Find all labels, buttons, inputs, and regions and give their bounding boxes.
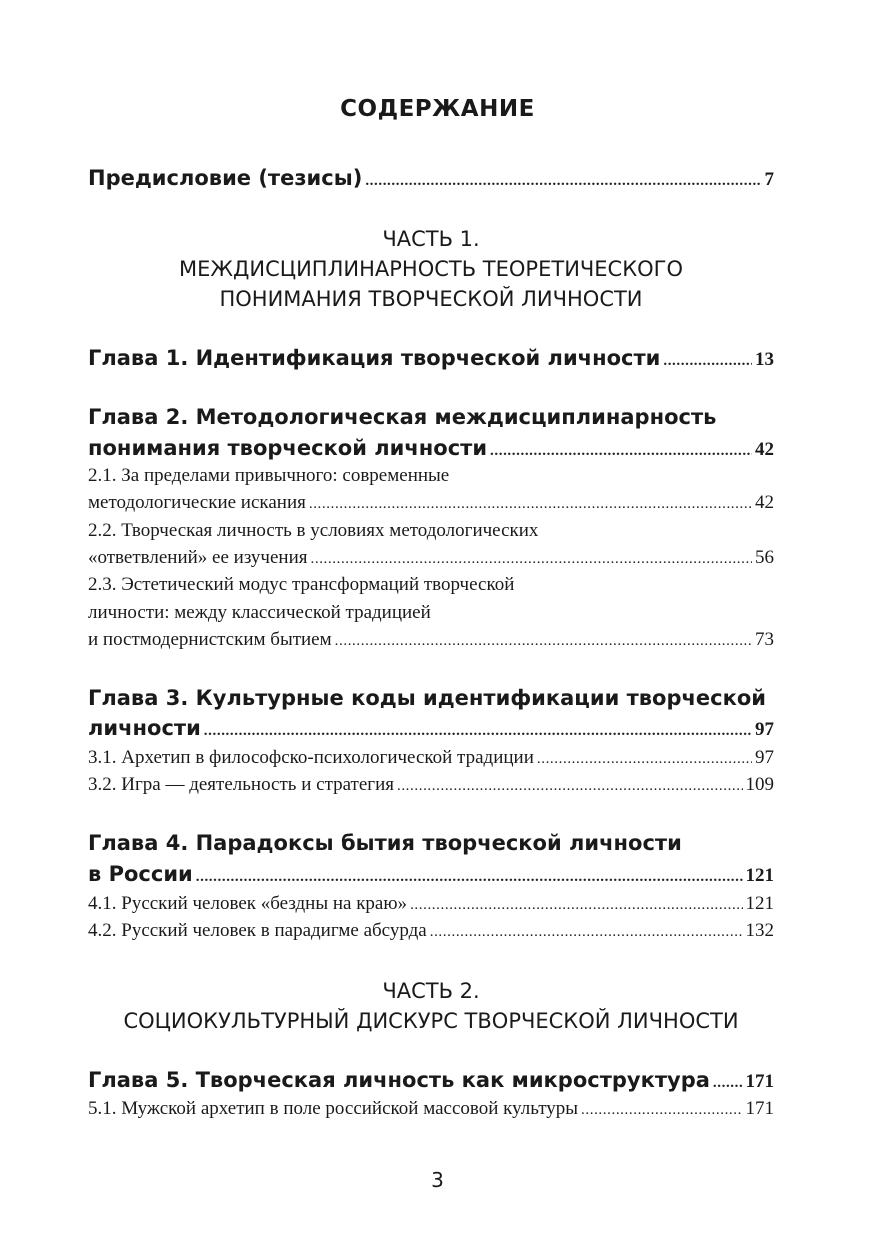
- toc-entry-text: Глава 1. Идентификация творческой личности: [88, 346, 661, 370]
- toc-entry-chapter-3-line-1[interactable]: Глава 3. Культурные коды идентификации творческой: [88, 686, 767, 710]
- toc-entry-section-4-1[interactable]: [88, 893, 774, 915]
- toc-entry-text: в России: [88, 862, 193, 886]
- part-2-heading: [88, 976, 774, 1036]
- toc-entry-text: понимания творческой личности: [88, 436, 488, 460]
- toc-entry-text: «ответвлений» ее изучения: [88, 547, 308, 568]
- toc-entry-chapter-1[interactable]: [88, 346, 774, 371]
- toc-entry-text: Глава 5. Творческая личность как микроструктура: [88, 1068, 710, 1092]
- toc-entry-chapter-5[interactable]: [88, 1068, 774, 1093]
- toc-entry-section-3-2[interactable]: [88, 774, 774, 796]
- dot-leader: [196, 869, 743, 886]
- toc-entry-text: 4.2. Русский человек в парадигме абсурда: [88, 920, 427, 941]
- part-2-title: СОЦИОКУЛЬТУРНЫЙ ДИСКУРС ТВОРЧЕСКОЙ ЛИЧНОСТИ: [123, 1009, 739, 1033]
- dot-leader: [335, 633, 752, 650]
- toc-entry-text: 3.1. Архетип в философско-психологической традиции: [88, 747, 534, 768]
- toc-entry-chapter-2-line-1[interactable]: Глава 2. Методологическая междисциплинарность: [88, 405, 717, 429]
- page-number: 3: [431, 1168, 444, 1192]
- toc-entry-chapter-4-line-1[interactable]: Глава 4. Парадоксы бытия творческой личности: [88, 831, 682, 855]
- dot-leader: [490, 443, 752, 460]
- toc-entry-section-2-3-line-1[interactable]: 2.3. Эстетический модус трансформаций творческой: [88, 574, 515, 595]
- toc-page-number: 73: [755, 629, 774, 650]
- toc-entry-text: 4.1. Русский человек «бездны на краю»: [88, 893, 408, 914]
- toc-entry-section-5-1[interactable]: [88, 1098, 774, 1120]
- toc-page-number: 42: [755, 492, 774, 513]
- dot-leader: [397, 778, 743, 795]
- part-2-number: ЧАСТЬ 2.: [382, 979, 480, 1003]
- dot-leader: [410, 897, 742, 914]
- toc-page-number: 7: [764, 169, 774, 190]
- toc-page-number: 121: [745, 865, 774, 886]
- toc-entry-preface[interactable]: [88, 166, 774, 191]
- dot-leader: [713, 1075, 743, 1092]
- part-1-heading: [88, 224, 774, 314]
- toc-entry-section-2-2[interactable]: [88, 547, 774, 569]
- toc-entry-section-2-1[interactable]: [88, 492, 774, 514]
- dot-leader: [311, 551, 753, 568]
- dot-leader: [365, 173, 761, 190]
- toc-page-number: 42: [755, 439, 774, 460]
- toc-page-number: 13: [755, 349, 774, 370]
- toc-entry-text: Предисловие (тезисы): [88, 166, 363, 190]
- part-1-title-line-2: ПОНИМАНИЯ ТВОРЧЕСКОЙ ЛИЧНОСТИ: [219, 287, 643, 311]
- toc-entry-chapter-4[interactable]: [88, 862, 774, 887]
- page-title: СОДЕРЖАНИЕ: [340, 96, 535, 122]
- part-1-title-line-1: МЕЖДИСЦИПЛИНАРНОСТЬ ТЕОРЕТИЧЕСКОГО: [179, 257, 683, 281]
- toc-entry-section-3-1[interactable]: [88, 747, 774, 769]
- dot-leader: [204, 723, 752, 740]
- toc-entry-section-2-3[interactable]: [88, 629, 774, 651]
- dot-leader: [663, 353, 752, 370]
- toc-entry-section-2-2-line-1[interactable]: 2.2. Творческая личность в условиях методологических: [88, 520, 539, 541]
- dot-leader: [537, 751, 752, 768]
- toc-page-number: 56: [755, 547, 774, 568]
- toc-page-number: 97: [755, 747, 774, 768]
- toc-page-number: 109: [745, 774, 774, 795]
- toc-page-number: 171: [745, 1071, 774, 1092]
- toc-page-number: 121: [745, 893, 774, 914]
- toc-page-number: 132: [745, 920, 774, 941]
- dot-leader: [309, 496, 752, 513]
- toc-entry-chapter-2[interactable]: [88, 436, 774, 461]
- toc-entry-text: методологические искания: [88, 492, 306, 513]
- toc-entry-chapter-3[interactable]: [88, 716, 774, 741]
- toc-entry-text: и постмодернистским бытием: [88, 629, 332, 650]
- toc-entry-section-2-1-line-1[interactable]: 2.1. За пределами привычного: современные: [88, 465, 450, 486]
- toc-entry-text: личности: [88, 716, 201, 740]
- toc-entry-section-2-3-line-2[interactable]: личности: между классической традицией: [88, 602, 431, 623]
- dot-leader: [581, 1102, 742, 1119]
- toc-page-number: 171: [745, 1098, 774, 1119]
- dot-leader: [430, 924, 743, 941]
- toc-entry-text: 3.2. Игра — деятельность и стратегия: [88, 774, 394, 795]
- part-1-number: ЧАСТЬ 1.: [382, 227, 480, 251]
- toc-entry-text: 5.1. Мужской архетип в поле российской массовой культуры: [88, 1098, 579, 1119]
- toc-entry-section-4-2[interactable]: [88, 920, 774, 942]
- toc-page-number: 97: [755, 719, 774, 740]
